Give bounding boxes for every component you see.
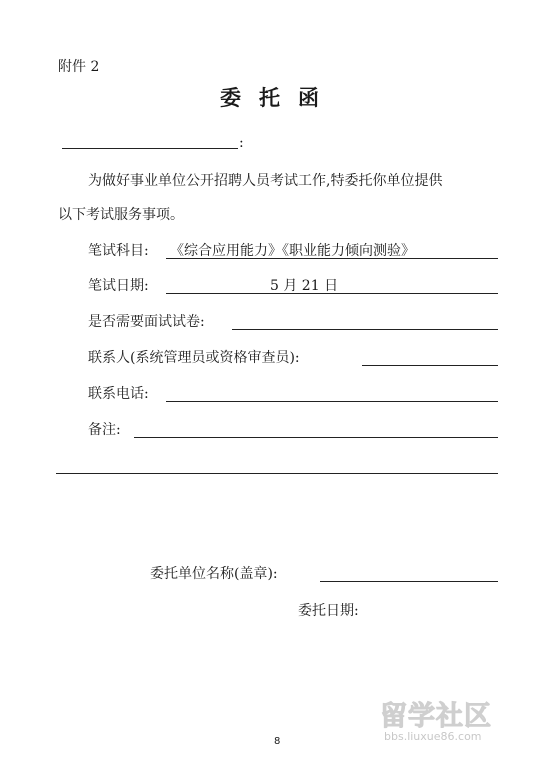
exam-subjects-value: 《综合应用能力》《职业能力倾向测验》 bbox=[170, 243, 415, 259]
contact-person-line bbox=[362, 365, 498, 366]
contact-phone-label: 联系电话: bbox=[88, 386, 149, 402]
entrusting-unit-line bbox=[320, 581, 498, 582]
remarks-label: 备注: bbox=[88, 422, 121, 438]
entrust-date-label: 委托日期: bbox=[298, 603, 359, 619]
exam-date-label: 笔试日期: bbox=[88, 278, 149, 294]
interview-paper-line bbox=[232, 329, 498, 330]
document-title: 委托函 bbox=[220, 85, 337, 110]
attachment-label: 附件 2 bbox=[58, 59, 100, 75]
addressee-colon: : bbox=[239, 135, 244, 151]
watermark-url: bbs.liuxue86.com bbox=[384, 730, 482, 743]
contact-person-label: 联系人(系统管理员或资格审查员): bbox=[88, 350, 300, 366]
watermark-logo-text: 留学社区 bbox=[380, 701, 492, 732]
body-line-1: 为做好事业单位公开招聘人员考试工作,特委托你单位提供 bbox=[88, 173, 443, 189]
body-line-2: 以下考试服务事项。 bbox=[58, 207, 184, 223]
page-number: 8 bbox=[274, 736, 281, 747]
watermark-logo bbox=[380, 694, 492, 733]
exam-subjects-label: 笔试科目: bbox=[88, 243, 149, 259]
exam-date-value: 5 月 21 日 bbox=[270, 278, 339, 294]
contact-phone-line bbox=[166, 401, 498, 402]
interview-paper-label: 是否需要面试试卷: bbox=[88, 314, 205, 330]
remarks-continuation-line bbox=[56, 473, 498, 474]
entrusting-unit-label: 委托单位名称(盖章): bbox=[150, 566, 278, 582]
addressee-blank-line bbox=[62, 148, 238, 149]
remarks-line bbox=[134, 437, 498, 438]
